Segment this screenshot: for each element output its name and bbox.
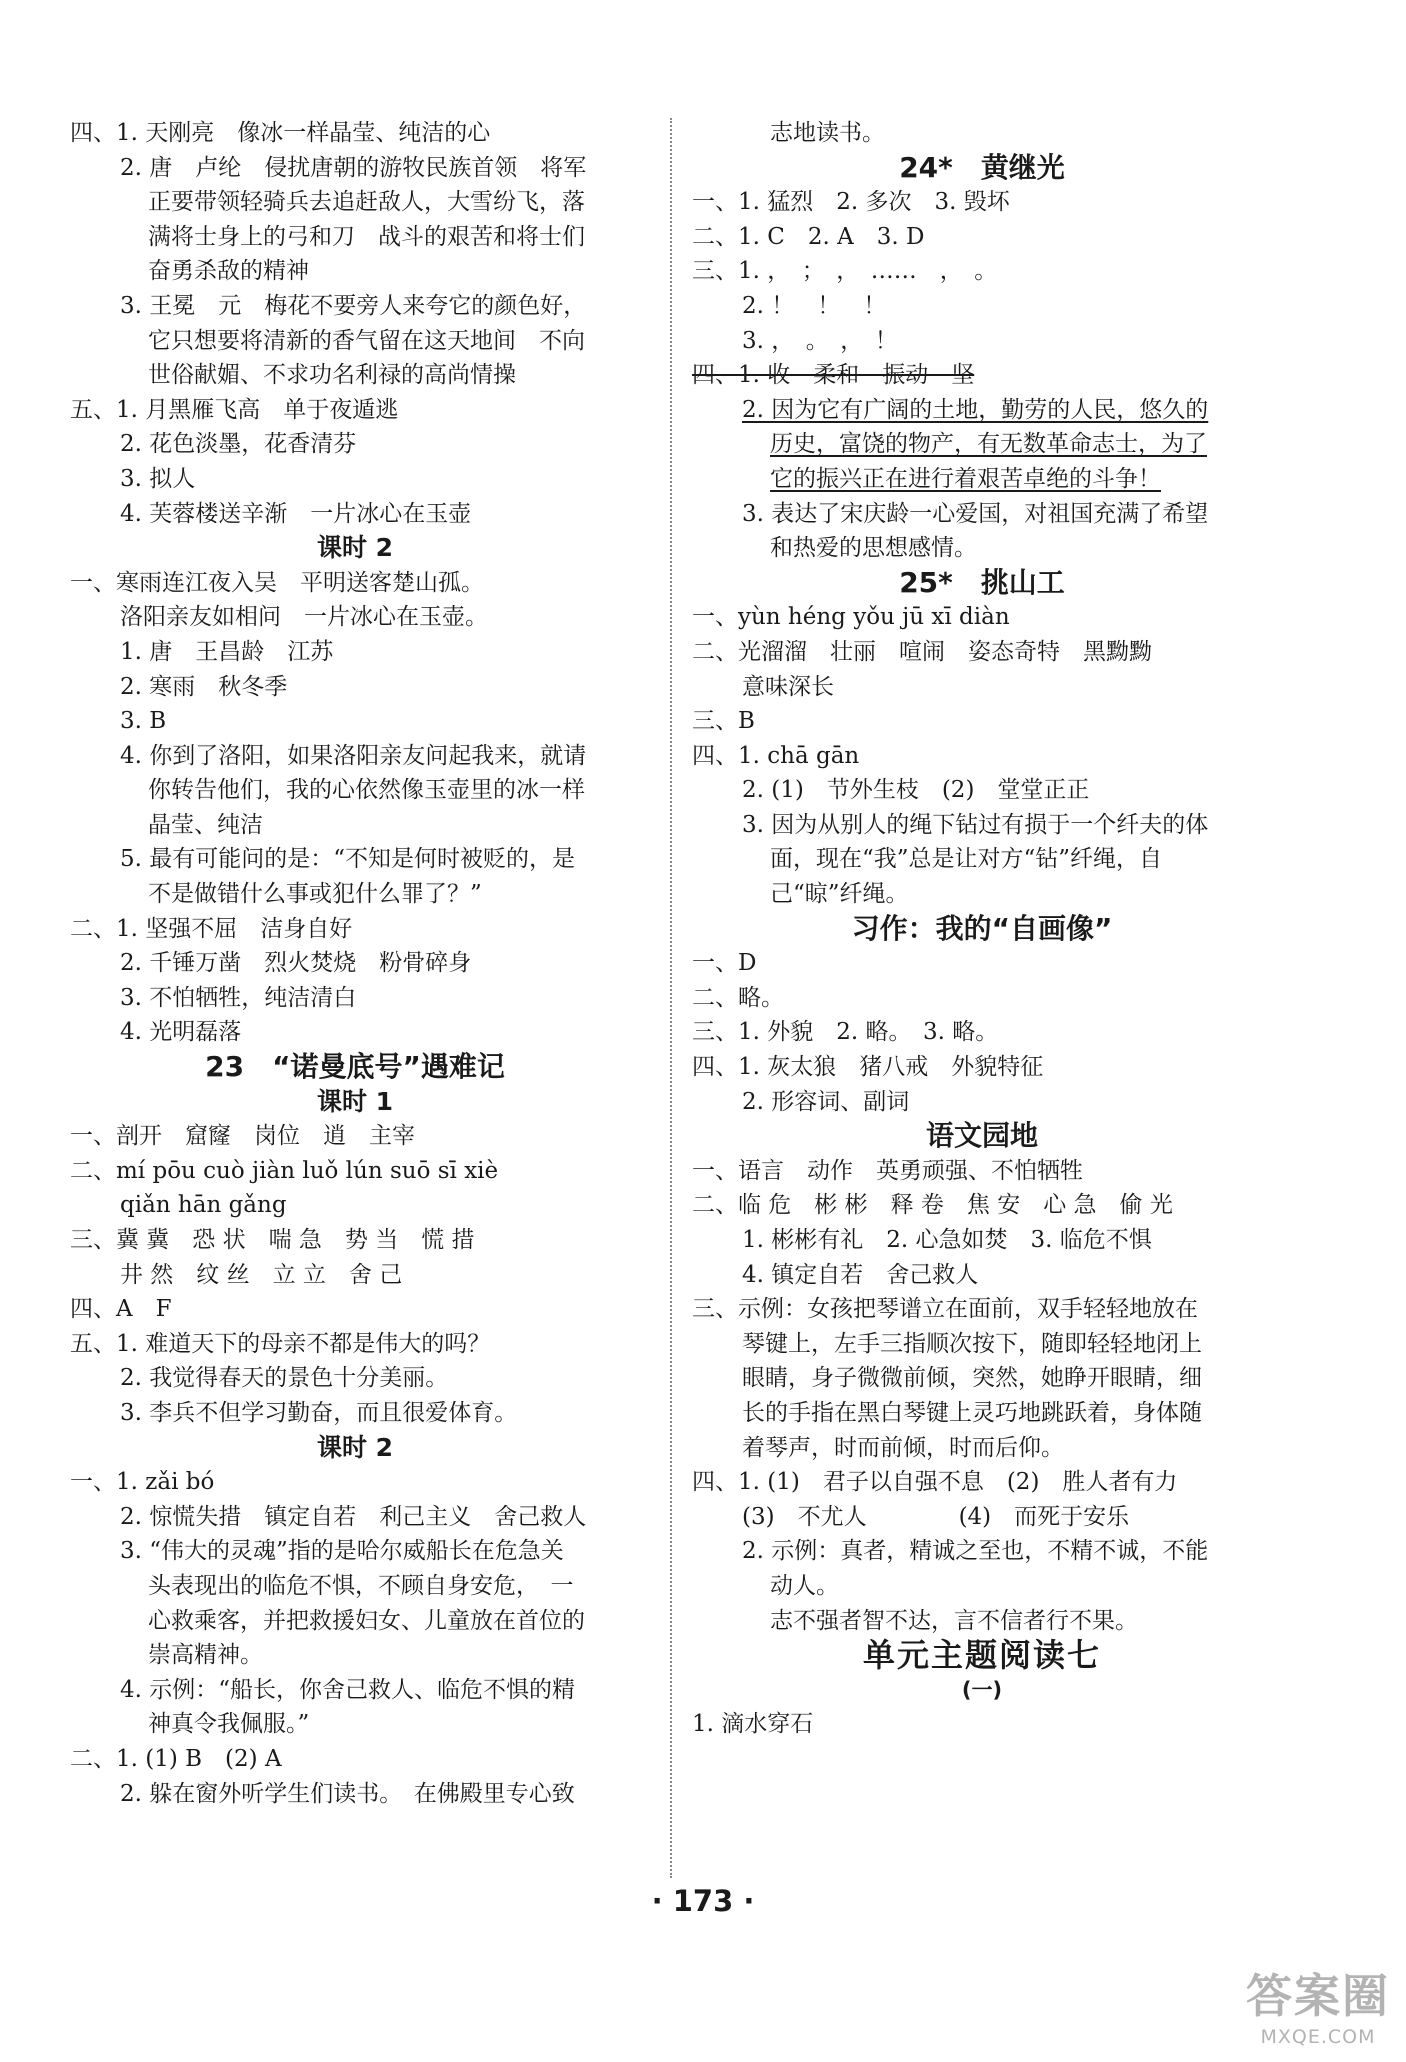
answer-line: 二、略。 — [692, 984, 784, 1011]
answer-line: 2. (1) 节外生枝 (2) 堂堂正正 — [742, 777, 1090, 804]
answer-line: 三、1. 外貌 2. 略。 3. 略。 — [692, 1019, 999, 1046]
answer-line: 动人。 — [770, 1572, 839, 1599]
answer-line: 2. 千锤万凿 烈火焚烧 粉骨碎身 — [120, 950, 472, 977]
answer-line: 3. 李兵不但学习勤奋，而且很爱体育。 — [120, 1399, 518, 1426]
answer-line: 一、1. zǎi bó — [70, 1469, 215, 1496]
left-column — [70, 116, 640, 1811]
answer-line: 2. 躲在窗外听学生们读书。 在佛殿里专心致 — [120, 1780, 575, 1807]
answer-line: 5. 最有可能问的是：“不知是何时被贬的，是 — [120, 846, 576, 873]
answer-line: 1. 彬彬有礼 2. 心急如焚 3. 临危不惧 — [742, 1227, 1152, 1253]
answer-line: 不是做错什么事或犯什么罪了？” — [148, 881, 482, 908]
answer-line: 五、1. 月黑雁飞高 单于夜遁逃 — [70, 396, 399, 423]
answer-line: 着琴声，时而前倾，时而后仰。 — [742, 1434, 1064, 1461]
answer-line: 一、语言 动作 英勇顽强、不怕牺牲 — [692, 1157, 1083, 1184]
answer-line: 长的手指在黑白琴键上灵巧地跳跃着，身体随 — [742, 1399, 1202, 1426]
answer-line: 心救乘客，并把救援妇女、儿童放在首位的 — [148, 1607, 585, 1634]
answer-line: 志地读书。 — [770, 120, 885, 146]
answer-line: 晶莹、纯洁 — [148, 811, 263, 838]
section-heading: 23 “诺曼底号”遇难记 — [205, 1050, 505, 1084]
answer-line: 一、yùn héng yǒu jū xī diàn — [692, 604, 1010, 631]
section-heading: 单元主题阅读七 — [862, 1636, 1101, 1675]
answer-line: 3. 不怕牺牲，纯洁清白 — [120, 984, 357, 1011]
answer-line: 3. 王冕 元 梅花不要旁人来夸它的颜色好， — [120, 292, 587, 319]
answer-line: 2. 我觉得春天的景色十分美丽。 — [120, 1365, 449, 1392]
answer-line: 己“晾”纤绳。 — [770, 881, 909, 908]
answer-line: 四、A F — [70, 1296, 172, 1323]
answer-line: 意味深长 — [742, 673, 834, 700]
answer-line: 四、1. (1) 君子以自强不息 (2) 胜人者有力 — [692, 1469, 1178, 1496]
answer-line: 四、1. 收 柔和 振动 坚 — [692, 362, 975, 389]
answer-line: 2. 因为它有广阔的土地，勤劳的人民，悠久的 — [742, 396, 1209, 423]
answer-line: 四、1. chā gān — [692, 742, 860, 769]
answer-line: 眼睛，身子微微前倾，突然，她睁开眼睛，细 — [742, 1365, 1202, 1392]
answer-line: 满将士身上的弓和刀 战斗的艰苦和将士们 — [148, 223, 585, 250]
answer-line: 3. 表达了宋庆龄一心爱国，对祖国充满了希望 — [742, 500, 1209, 527]
answer-line: 4. 芙蓉楼送辛渐 一片冰心在玉壶 — [120, 500, 472, 527]
answer-line: 琴键上，左手三指顺次按下，随即轻轻地闭上 — [742, 1330, 1202, 1357]
section-heading: 课时 1 — [316, 1086, 394, 1116]
answer-line: 正要带领轻骑兵去追赶敌人，大雪纷飞，落 — [148, 189, 585, 216]
answer-line: 二、mí pōu cuò jiàn luǒ lún suō sī xiè — [70, 1157, 499, 1184]
answer-line: 2. ！ ！ ！ — [742, 292, 887, 319]
answer-line: 2. 惊慌失措 镇定自若 利己主义 舍己救人 — [120, 1503, 587, 1530]
answer-line: 五、1. 难道天下的母亲不都是伟大的吗？ — [70, 1330, 491, 1357]
answer-line: 和热爱的思想感情。 — [770, 535, 977, 562]
answer-line: 四、1. 灰太狼 猪八戒 外貌特征 — [692, 1054, 1044, 1081]
answer-line: 3. ， 。 ， ！ — [742, 327, 898, 354]
answer-line: 2. 示例：真者，精诚之至也，不精不诚，不能 — [742, 1538, 1209, 1565]
answer-line: (3) 不尤人 (4) 而死于安乐 — [742, 1503, 1130, 1530]
answer-line: 奋勇杀敌的精神 — [148, 258, 309, 285]
answer-line: 崇高精神。 — [148, 1642, 263, 1669]
section-heading: (一) — [961, 1677, 1003, 1702]
answer-line: 头表现出的临危不惧，不顾自身安危， 一 — [148, 1572, 574, 1599]
answer-line: 神真令我佩服。” — [148, 1711, 310, 1738]
answer-line: 二、1. 坚强不屈 洁身自好 — [70, 915, 353, 942]
section-heading: 25* 挑山工 — [899, 565, 1065, 599]
answer-line: 2. 形容词、副词 — [742, 1088, 910, 1115]
section-heading: 语文园地 — [925, 1119, 1038, 1153]
answer-line: 它只想要将清新的香气留在这天地间 不向 — [148, 327, 585, 354]
answer-line: 2. 花色淡墨，花香清芬 — [120, 431, 357, 458]
answer-line: 你转告他们，我的心依然像玉壶里的冰一样 — [148, 777, 585, 804]
right-column — [692, 116, 1272, 1742]
answer-line: 4. 你到了洛阳，如果洛阳亲友问起我来，就请 — [120, 742, 587, 769]
answer-line: 2. 寒雨 秋冬季 — [120, 673, 288, 700]
section-heading: 习作：我的“自画像” — [851, 911, 1113, 945]
watermark-url: MXQE.COM — [1260, 2026, 1376, 2048]
answer-line: 1. 唐 王昌龄 江苏 — [120, 638, 334, 665]
answer-line: 4. 镇定自若 舍己救人 — [742, 1261, 979, 1288]
answer-line: 二、光溜溜 壮丽 喧闹 姿态奇特 黑黝黝 — [692, 638, 1152, 665]
answer-line: 3. B — [120, 708, 167, 735]
section-heading: 课时 2 — [316, 1432, 394, 1462]
answer-line: 它的振兴正在进行着艰苦卓绝的斗争！ — [770, 465, 1161, 492]
answer-line: 三、B — [692, 708, 755, 735]
page-number: · 173 · — [651, 1884, 755, 1918]
answer-line: 二、临 危 彬 彬 释 卷 焦 安 心 急 偷 光 — [692, 1192, 1173, 1219]
answer-line: 4. 示例：“船长，你舍己救人、临危不惧的精 — [120, 1676, 576, 1703]
answer-line: 2. 唐 卢纶 侵扰唐朝的游牧民族首领 将军 — [120, 154, 587, 181]
answer-line: 志不强者智不达，言不信者行不果。 — [770, 1607, 1138, 1634]
watermark-logo — [1246, 1960, 1390, 2048]
answer-line: 三、冀 冀 恐 状 喘 急 势 当 慌 措 — [70, 1227, 475, 1253]
answer-line: 世俗献媚、不求功名利禄的高尚情操 — [148, 362, 516, 389]
answer-line: 一、剖开 窟窿 岗位 逍 主宰 — [70, 1123, 415, 1150]
answer-line: qiǎn hān gǎng — [120, 1192, 287, 1219]
answer-line: 3. 拟人 — [120, 465, 196, 492]
answer-line: 一、寒雨连江夜入吴 平明送客楚山孤。 — [70, 569, 484, 596]
answer-line: 一、D — [692, 950, 757, 977]
answer-line: 一、1. 猛烈 2. 多次 3. 毁坏 — [692, 189, 1010, 216]
answer-line: 三、1. ， ； ， …… ， 。 — [692, 258, 998, 285]
answer-line: 3. 因为从别人的绳下钻过有损于一个纤夫的体 — [742, 811, 1209, 838]
answer-line: 历史，富饶的物产，有无数革命志士，为了 — [770, 431, 1207, 458]
answer-line: 二、1. (1) B (2) A — [70, 1745, 282, 1772]
column-divider — [670, 118, 672, 1878]
answer-line: 二、1. C 2. A 3. D — [692, 223, 925, 250]
answer-line: 4. 光明磊落 — [120, 1019, 242, 1046]
answer-line: 面，现在“我”总是让对方“钻”纤绳，自 — [770, 846, 1163, 873]
section-heading: 24* 黄继光 — [899, 150, 1065, 184]
answer-line: 三、示例：女孩把琴谱立在面前，双手轻轻地放在 — [692, 1296, 1198, 1323]
watermark-text: 答案圈 — [1246, 1969, 1390, 2023]
answer-line: 3. “伟大的灵魂”指的是哈尔威船长在危急关 — [120, 1538, 564, 1565]
answer-line: 井 然 纹 丝 立 立 舍 己 — [120, 1261, 403, 1288]
answer-line: 1. 滴水穿石 — [692, 1711, 814, 1738]
answer-line: 四、1. 天刚亮 像冰一样晶莹、纯洁的心 — [70, 120, 491, 146]
section-heading: 课时 2 — [316, 533, 394, 563]
answer-line: 洛阳亲友如相问 一片冰心在玉壶。 — [120, 604, 488, 631]
